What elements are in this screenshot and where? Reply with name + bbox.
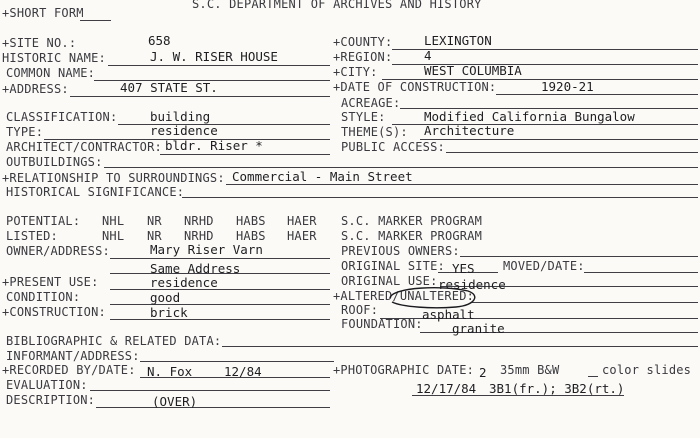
theme-value: Architecture bbox=[424, 123, 515, 138]
architect-line bbox=[160, 154, 330, 155]
owner-line-1 bbox=[110, 258, 330, 259]
owner-name-value: Mary Riser Varn bbox=[150, 242, 263, 257]
roof-label: ROOF: bbox=[341, 303, 379, 317]
date-of-construction-line bbox=[496, 94, 698, 95]
region-value: 4 bbox=[424, 48, 432, 63]
bibliographic-line bbox=[222, 346, 698, 347]
condition-value: good bbox=[150, 290, 181, 305]
historical-significance-label: HISTORICAL SIGNIFICANCE: bbox=[6, 185, 185, 199]
theme-line bbox=[420, 139, 698, 140]
bw-label: 35mm B&W bbox=[500, 363, 560, 377]
foundation-label: FOUNDATION: bbox=[341, 317, 423, 331]
form-type-line bbox=[80, 20, 111, 21]
county-line bbox=[392, 49, 698, 50]
listed-label: LISTED: bbox=[6, 229, 58, 243]
photographic-line bbox=[412, 395, 624, 396]
listed-haer: HAER bbox=[287, 229, 317, 243]
historic-name-label: HISTORIC NAME: bbox=[2, 51, 106, 65]
historic-name-value: J. W. RISER HOUSE bbox=[150, 49, 278, 64]
historic-name-line bbox=[108, 65, 330, 66]
type-label: TYPE: bbox=[6, 125, 44, 139]
description-label: DESCRIPTION: bbox=[6, 393, 96, 407]
altered-label: +ALTERED/UNALTERED: bbox=[333, 289, 475, 303]
original-use-value: residence bbox=[438, 277, 506, 292]
original-site-label: ORIGINAL SITE: bbox=[341, 259, 445, 273]
classification-value: building bbox=[150, 109, 211, 124]
previous-owners-line bbox=[460, 256, 698, 257]
relationship-label: +RELATIONSHIP TO SURROUNDINGS: bbox=[2, 171, 225, 185]
theme-label: THEME(S): bbox=[341, 125, 408, 139]
style-value: Modified California Bungalow bbox=[424, 109, 635, 124]
architect-value: bldr. Riser * bbox=[165, 138, 263, 153]
acreage-label: ACREAGE: bbox=[341, 96, 401, 110]
listed-nrhd: NRHD bbox=[184, 229, 214, 243]
informant-label: INFORMANT/ADDRESS: bbox=[6, 349, 140, 363]
condition-line bbox=[110, 304, 330, 305]
foundation-value: granite bbox=[452, 321, 505, 336]
outbuildings-label: OUTBUILDINGS: bbox=[6, 155, 103, 169]
description-line bbox=[96, 407, 330, 408]
site-no-label: +SITE NO.: bbox=[2, 36, 77, 50]
listed-nhl: NHL bbox=[102, 229, 125, 243]
bibliographic-label: BIBLIOGRAPHIC & RELATED DATA: bbox=[6, 334, 222, 348]
evaluation-line bbox=[90, 390, 330, 391]
region-label: +REGION: bbox=[333, 50, 393, 64]
potential-nr: NR bbox=[147, 214, 162, 228]
address-label: +ADDRESS: bbox=[2, 82, 69, 96]
color-slides-blank bbox=[588, 376, 598, 377]
marker-program-label-1: S.C. MARKER PROGRAM bbox=[341, 214, 483, 228]
photographic-date-label: +PHOTOGRAPHIC DATE: bbox=[333, 363, 475, 377]
description-value: (OVER) bbox=[152, 394, 198, 409]
moved-date-label: MOVED/DATE: bbox=[503, 259, 585, 273]
style-label: STYLE: bbox=[341, 110, 386, 124]
form-title: S.C. DEPARTMENT OF ARCHIVES AND HISTORY bbox=[192, 0, 482, 11]
county-value: LEXINGTON bbox=[424, 33, 492, 48]
listed-nr: NR bbox=[147, 229, 162, 243]
public-access-line bbox=[446, 152, 698, 153]
relationship-line bbox=[226, 184, 698, 185]
architect-label: ARCHITECT/CONTRACTOR: bbox=[6, 140, 162, 154]
address-line bbox=[70, 96, 330, 97]
potential-nhl: NHL bbox=[102, 214, 125, 228]
type-value: residence bbox=[150, 123, 218, 138]
relationship-value: Commercial - Main Street bbox=[232, 169, 413, 184]
original-site-value: YES bbox=[452, 261, 475, 276]
altered-line bbox=[472, 302, 698, 303]
owner-address-label: OWNER/ADDRESS: bbox=[6, 244, 110, 258]
potential-haer: HAER bbox=[287, 214, 317, 228]
photo-count-value: 2 bbox=[479, 365, 487, 380]
outbuildings-line bbox=[104, 167, 698, 168]
classification-label: CLASSIFICATION: bbox=[6, 110, 118, 124]
evaluation-label: EVALUATION: bbox=[6, 378, 88, 392]
present-use-value: residence bbox=[150, 275, 218, 290]
informant-line bbox=[140, 361, 334, 362]
marker-program-label-2: S.C. MARKER PROGRAM bbox=[341, 229, 483, 243]
potential-label: POTENTIAL: bbox=[6, 214, 81, 228]
construction-label: +CONSTRUCTION: bbox=[2, 305, 106, 319]
condition-label: CONDITION: bbox=[6, 290, 81, 304]
address-value: 407 STATE ST. bbox=[120, 80, 218, 95]
city-value: WEST COLUMBIA bbox=[424, 63, 522, 78]
color-slides-label: color slides bbox=[602, 363, 692, 377]
public-access-label: PUBLIC ACCESS: bbox=[341, 140, 445, 154]
previous-owners-label: PREVIOUS OWNERS: bbox=[341, 244, 460, 258]
site-no-value: 658 bbox=[148, 33, 171, 48]
photo-date-value: 12/17/84 bbox=[416, 381, 477, 396]
present-use-label: +PRESENT USE: bbox=[2, 275, 99, 289]
form-type-label: +SHORT FORM bbox=[2, 6, 84, 20]
photo-roll-value: 3B1(fr.); 3B2(rt.) bbox=[489, 381, 625, 396]
city-label: +CITY: bbox=[333, 65, 378, 79]
construction-value: brick bbox=[150, 305, 188, 320]
date-of-construction-value: 1920-21 bbox=[541, 79, 594, 94]
listed-habs: HABS bbox=[236, 229, 266, 243]
recorded-date-value: 12/84 bbox=[224, 364, 262, 379]
recorded-by-label: +RECORDED BY/DATE: bbox=[2, 363, 136, 377]
county-label: +COUNTY: bbox=[333, 35, 393, 49]
moved-date-line bbox=[584, 272, 698, 273]
construction-line bbox=[110, 319, 330, 320]
potential-nrhd: NRHD bbox=[184, 214, 214, 228]
recorded-by-value: N. Fox bbox=[147, 364, 193, 379]
owner-address-value: Same Address bbox=[150, 261, 241, 276]
present-use-line bbox=[110, 289, 330, 290]
common-name-label: COMMON NAME: bbox=[6, 66, 96, 80]
historical-significance-line bbox=[182, 197, 698, 198]
potential-habs: HABS bbox=[236, 214, 266, 228]
roof-value: asphalt bbox=[422, 307, 475, 322]
date-of-construction-label: +DATE OF CONSTRUCTION: bbox=[333, 80, 497, 94]
original-use-label: ORIGINAL USE: bbox=[341, 274, 438, 288]
